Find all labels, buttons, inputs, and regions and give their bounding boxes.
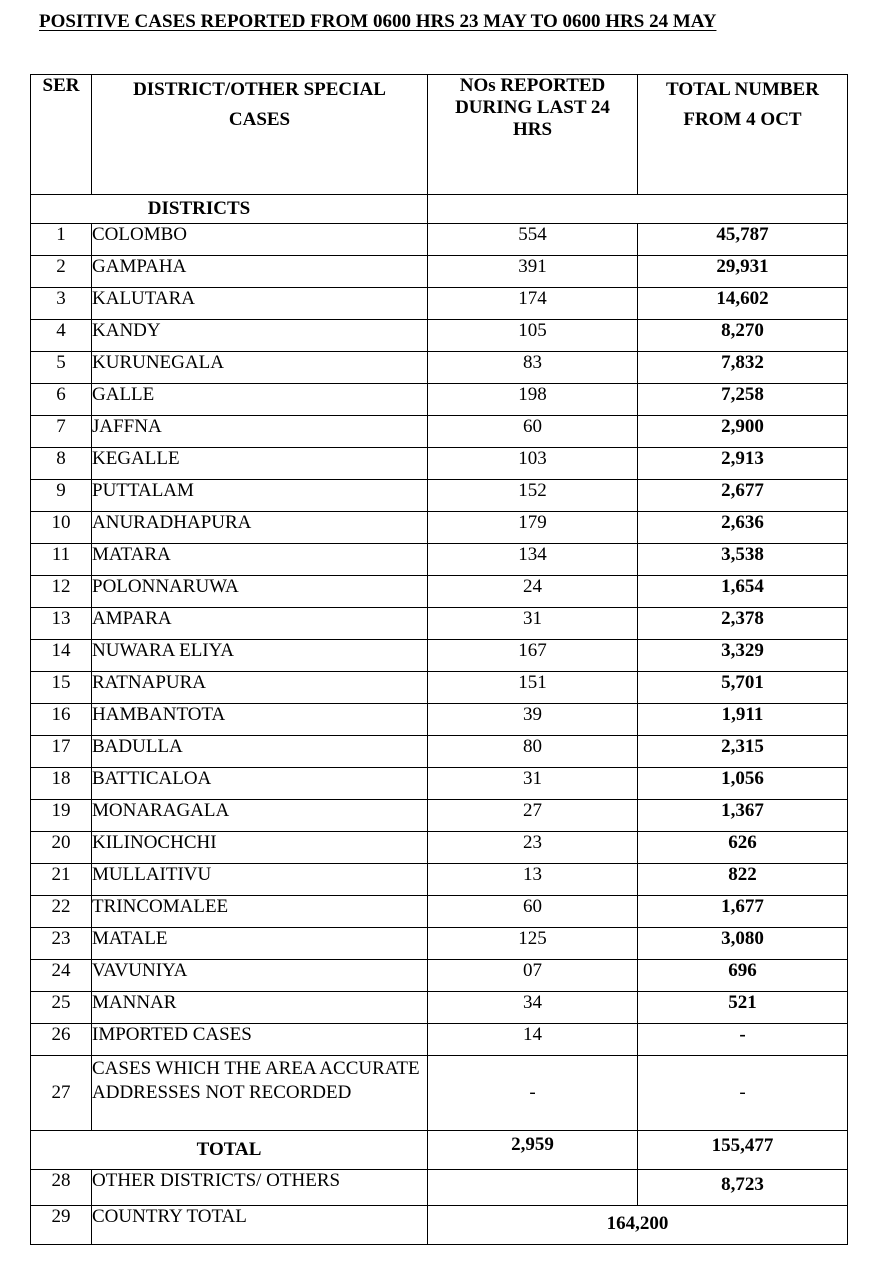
row-district: KANDY [92, 320, 428, 352]
row-last-24-hrs: 60 [428, 896, 638, 928]
table-row [31, 896, 848, 928]
row-last-24-hrs: 07 [428, 960, 638, 992]
row-ser: 5 [31, 352, 92, 384]
row-last-24-hrs: 34 [428, 992, 638, 1024]
row-last-24-hrs: 24 [428, 576, 638, 608]
row-total: 7,258 [638, 384, 848, 416]
row-district: IMPORTED CASES [92, 1024, 428, 1056]
row-district: CASES WHICH THE AREA ACCURATE ADDRESSES NOT RECORDED [92, 1056, 428, 1131]
row-last-24-hrs [428, 1170, 638, 1206]
table-row [31, 672, 848, 704]
country-total-row [31, 1206, 848, 1245]
row-district: COUNTRY TOTAL [92, 1206, 428, 1245]
table-row [31, 288, 848, 320]
row-ser: 2 [31, 256, 92, 288]
table-header-row [31, 75, 848, 195]
row-last-24-hrs: 152 [428, 480, 638, 512]
page-title: POSITIVE CASES REPORTED FROM 0600 HRS 23 MAY TO 0600 HRS 24 MAY [39, 11, 717, 32]
row-total: 2,636 [638, 512, 848, 544]
row-ser: 29 [31, 1206, 92, 1245]
table-row [31, 416, 848, 448]
row-last-24-hrs: 83 [428, 352, 638, 384]
row-total: 8,270 [638, 320, 848, 352]
row-district: BATTICALOA [92, 768, 428, 800]
row-ser: 9 [31, 480, 92, 512]
row-total: 2,900 [638, 416, 848, 448]
row-total: 3,538 [638, 544, 848, 576]
row-district: HAMBANTOTA [92, 704, 428, 736]
row-total: - [638, 1056, 848, 1131]
row-district: TRINCOMALEE [92, 896, 428, 928]
row-total: 1,056 [638, 768, 848, 800]
row-total: 45,787 [638, 224, 848, 256]
row-last-24-hrs: 554 [428, 224, 638, 256]
row-last-24-hrs: 391 [428, 256, 638, 288]
row-ser: 22 [31, 896, 92, 928]
districts-section-row [31, 195, 848, 224]
row-total: 3,080 [638, 928, 848, 960]
row-total: 1,654 [638, 576, 848, 608]
table-row [31, 960, 848, 992]
row-ser: 20 [31, 832, 92, 864]
row-total: 14,602 [638, 288, 848, 320]
table-row [31, 448, 848, 480]
row-ser: 1 [31, 224, 92, 256]
table-row [31, 512, 848, 544]
row-ser: 11 [31, 544, 92, 576]
row-ser: 6 [31, 384, 92, 416]
section-empty-cell [428, 195, 848, 224]
row-last-24-hrs: 13 [428, 864, 638, 896]
table-row [31, 544, 848, 576]
header-district: DISTRICT/OTHER SPECIAL CASES [92, 75, 428, 195]
table-row [31, 992, 848, 1024]
row-last-24-hrs: 125 [428, 928, 638, 960]
row-last-24-hrs: 31 [428, 768, 638, 800]
total-last-24-hrs: 2,959 [428, 1131, 638, 1170]
row-ser: 28 [31, 1170, 92, 1206]
row-ser: 18 [31, 768, 92, 800]
row-ser: 24 [31, 960, 92, 992]
table-row [31, 224, 848, 256]
row-ser: 8 [31, 448, 92, 480]
row-total: 3,329 [638, 640, 848, 672]
row-last-24-hrs: 27 [428, 800, 638, 832]
row-total: 626 [638, 832, 848, 864]
row-district: POLONNARUWA [92, 576, 428, 608]
total-from-4-oct: 155,477 [638, 1131, 848, 1170]
table-row [31, 608, 848, 640]
row-total: 2,913 [638, 448, 848, 480]
row-last-24-hrs: 60 [428, 416, 638, 448]
row-ser: 17 [31, 736, 92, 768]
row-ser: 16 [31, 704, 92, 736]
row-total: 2,315 [638, 736, 848, 768]
row-ser: 14 [31, 640, 92, 672]
table-row [31, 352, 848, 384]
row-last-24-hrs: 80 [428, 736, 638, 768]
table-row [31, 640, 848, 672]
row-ser: 13 [31, 608, 92, 640]
row-last-24-hrs: 151 [428, 672, 638, 704]
table-row [31, 320, 848, 352]
table-row [31, 768, 848, 800]
row-ser: 4 [31, 320, 92, 352]
row-total: 1,911 [638, 704, 848, 736]
header-total-from-4-oct: TOTAL NUMBER FROM 4 OCT [638, 75, 848, 195]
table-row [31, 1024, 848, 1056]
row-ser: 3 [31, 288, 92, 320]
table-row [31, 832, 848, 864]
row-last-24-hrs: 167 [428, 640, 638, 672]
row-district: BADULLA [92, 736, 428, 768]
section-label: DISTRICTS [31, 195, 428, 224]
table-row [31, 256, 848, 288]
row-district: KILINOCHCHI [92, 832, 428, 864]
row-ser: 23 [31, 928, 92, 960]
total-row [31, 1131, 848, 1170]
row-district: MULLAITIVU [92, 864, 428, 896]
table-row [31, 576, 848, 608]
row-last-24-hrs: 14 [428, 1024, 638, 1056]
row-district: AMPARA [92, 608, 428, 640]
row-district: KALUTARA [92, 288, 428, 320]
row-district: KURUNEGALA [92, 352, 428, 384]
row-total: 696 [638, 960, 848, 992]
row-district: KEGALLE [92, 448, 428, 480]
row-district: JAFFNA [92, 416, 428, 448]
row-last-24-hrs: 39 [428, 704, 638, 736]
row-district: NUWARA ELIYA [92, 640, 428, 672]
table-row [31, 864, 848, 896]
table-row [31, 800, 848, 832]
row-last-24-hrs: - [428, 1056, 638, 1131]
other-districts-row [31, 1170, 848, 1206]
row-district: GALLE [92, 384, 428, 416]
table-row [31, 928, 848, 960]
row-district: MATALE [92, 928, 428, 960]
row-last-24-hrs: 198 [428, 384, 638, 416]
row-total: 2,677 [638, 480, 848, 512]
positive-cases-table [30, 74, 848, 1245]
row-total: 2,378 [638, 608, 848, 640]
row-ser: 15 [31, 672, 92, 704]
row-total: 521 [638, 992, 848, 1024]
row-district: MONARAGALA [92, 800, 428, 832]
header-last-24-hrs: NOs REPORTED DURING LAST 24 HRS [428, 75, 638, 195]
row-last-24-hrs: 174 [428, 288, 638, 320]
row-ser: 10 [31, 512, 92, 544]
header-ser: SER [31, 75, 92, 195]
row-district: ANURADHAPURA [92, 512, 428, 544]
row-ser: 21 [31, 864, 92, 896]
row-ser: 25 [31, 992, 92, 1024]
total-label: TOTAL [31, 1131, 428, 1170]
row-ser: 7 [31, 416, 92, 448]
row-total: 7,832 [638, 352, 848, 384]
row-total: 1,677 [638, 896, 848, 928]
row-ser: 19 [31, 800, 92, 832]
row-total: 5,701 [638, 672, 848, 704]
row-last-24-hrs: 105 [428, 320, 638, 352]
row-total: 822 [638, 864, 848, 896]
row-last-24-hrs: 103 [428, 448, 638, 480]
row-ser: 12 [31, 576, 92, 608]
row-total: 1,367 [638, 800, 848, 832]
row-district: MANNAR [92, 992, 428, 1024]
row-district: MATARA [92, 544, 428, 576]
row-total: - [638, 1024, 848, 1056]
row-last-24-hrs: 31 [428, 608, 638, 640]
row-last-24-hrs: 134 [428, 544, 638, 576]
row-district: OTHER DISTRICTS/ OTHERS [92, 1170, 428, 1206]
row-district: GAMPAHA [92, 256, 428, 288]
row-district: VAVUNIYA [92, 960, 428, 992]
table-row [31, 1056, 848, 1131]
row-district: RATNAPURA [92, 672, 428, 704]
table-row [31, 736, 848, 768]
row-district: PUTTALAM [92, 480, 428, 512]
row-ser: 26 [31, 1024, 92, 1056]
country-total-value: 164,200 [428, 1206, 848, 1245]
row-last-24-hrs: 23 [428, 832, 638, 864]
row-last-24-hrs: 179 [428, 512, 638, 544]
table-row [31, 384, 848, 416]
row-ser: 27 [31, 1056, 92, 1131]
row-district: COLOMBO [92, 224, 428, 256]
table-row [31, 480, 848, 512]
table-row [31, 704, 848, 736]
row-total: 8,723 [638, 1170, 848, 1206]
row-total: 29,931 [638, 256, 848, 288]
